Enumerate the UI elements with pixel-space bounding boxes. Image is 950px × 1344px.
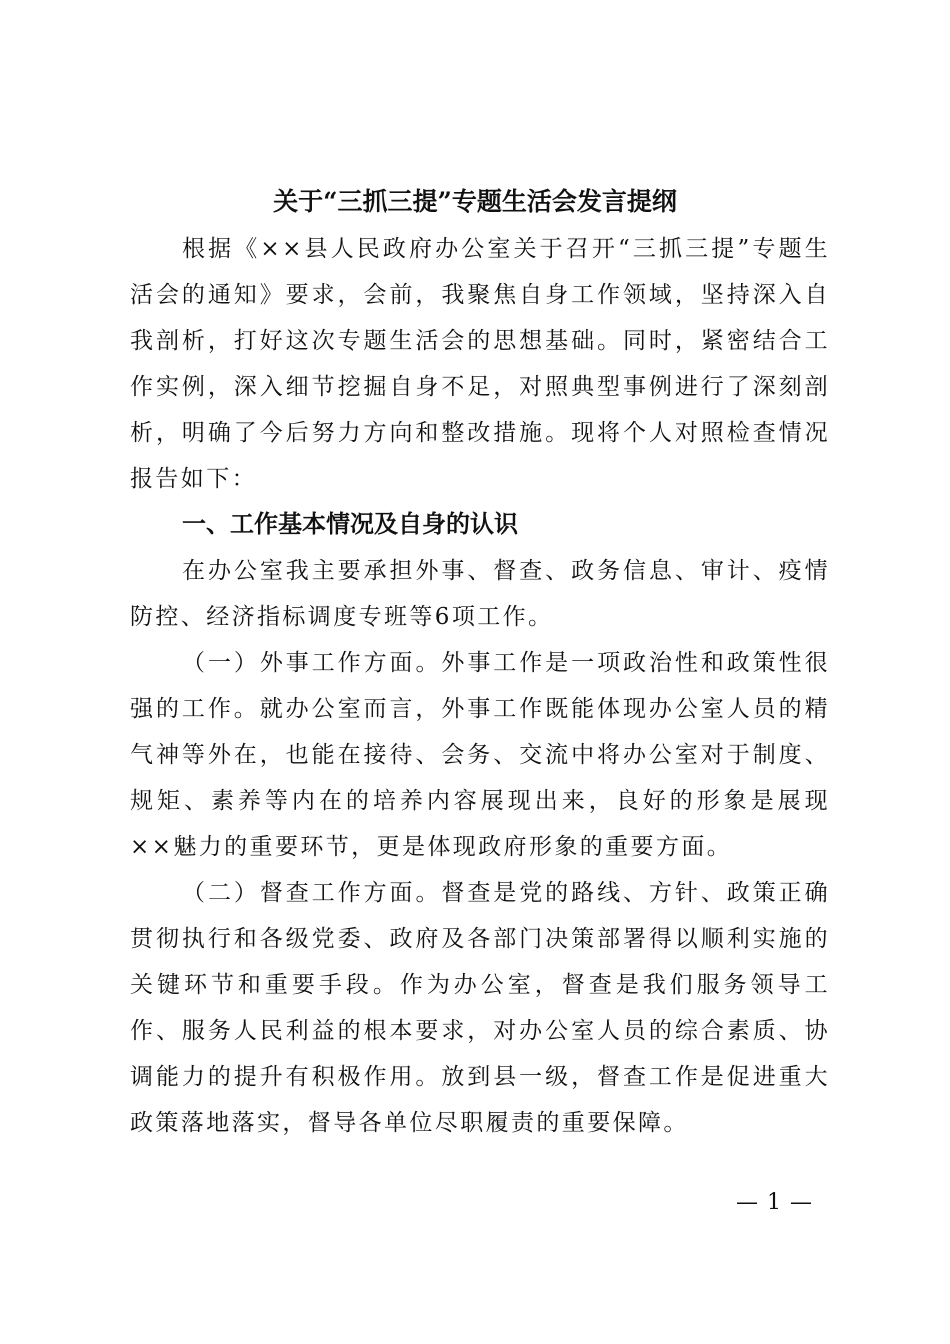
foreign-affairs-paragraph: （一）外事工作方面。外事工作是一项政治性和政策性很强的工作。就办公室而言，外事工作既能体现办公室人员的精气神等外在，也能在接待、会务、交流中将办公室对于制度、规矩、素养等内在的培养内容展现出来，良好的形象是展现××魅力的重要环节，更是体现政府形象的重要方面。 [130,650,830,860]
page-number: — 1 — [736,1190,813,1215]
work-overview-paragraph: 在办公室我主要承担外事、督查、政务信息、审计、疫情防控、经济指标调度专班等6项工作。 [130,558,830,630]
intro-paragraph: 根据《××县人民政府办公室关于召开“三抓三提”专题生活会的通知》要求，会前，我聚焦自身工作领域，坚持深入自我剖析，打好这次专题生活会的思想基础。同时，紧密结合工作实例，深入细节挖掘自身不足，对照典型事例进行了深刻剖析，明确了今后努力方向和整改措施。现将个人对照检查情况报告如下： [130,236,830,492]
supervision-paragraph: （二）督查工作方面。督查是党的路线、方针、政策正确贯彻执行和各级党委、政府及各部门决策部署得以顺利实施的关键环节和重要手段。作为办公室，督查是我们服务领导工作、服务人民利益的根本要求，对办公室人员的综合素质、协调能力的提升有积极作用。放到县一级，督查工作是促进重大政策落地落实，督导各单位尽职履责的重要保障。 [130,880,830,1136]
document-title: 关于“三抓三提”专题生活会发言提纲 [273,187,677,216]
section-heading-1: 一、工作基本情况及自身的认识 [182,510,518,538]
